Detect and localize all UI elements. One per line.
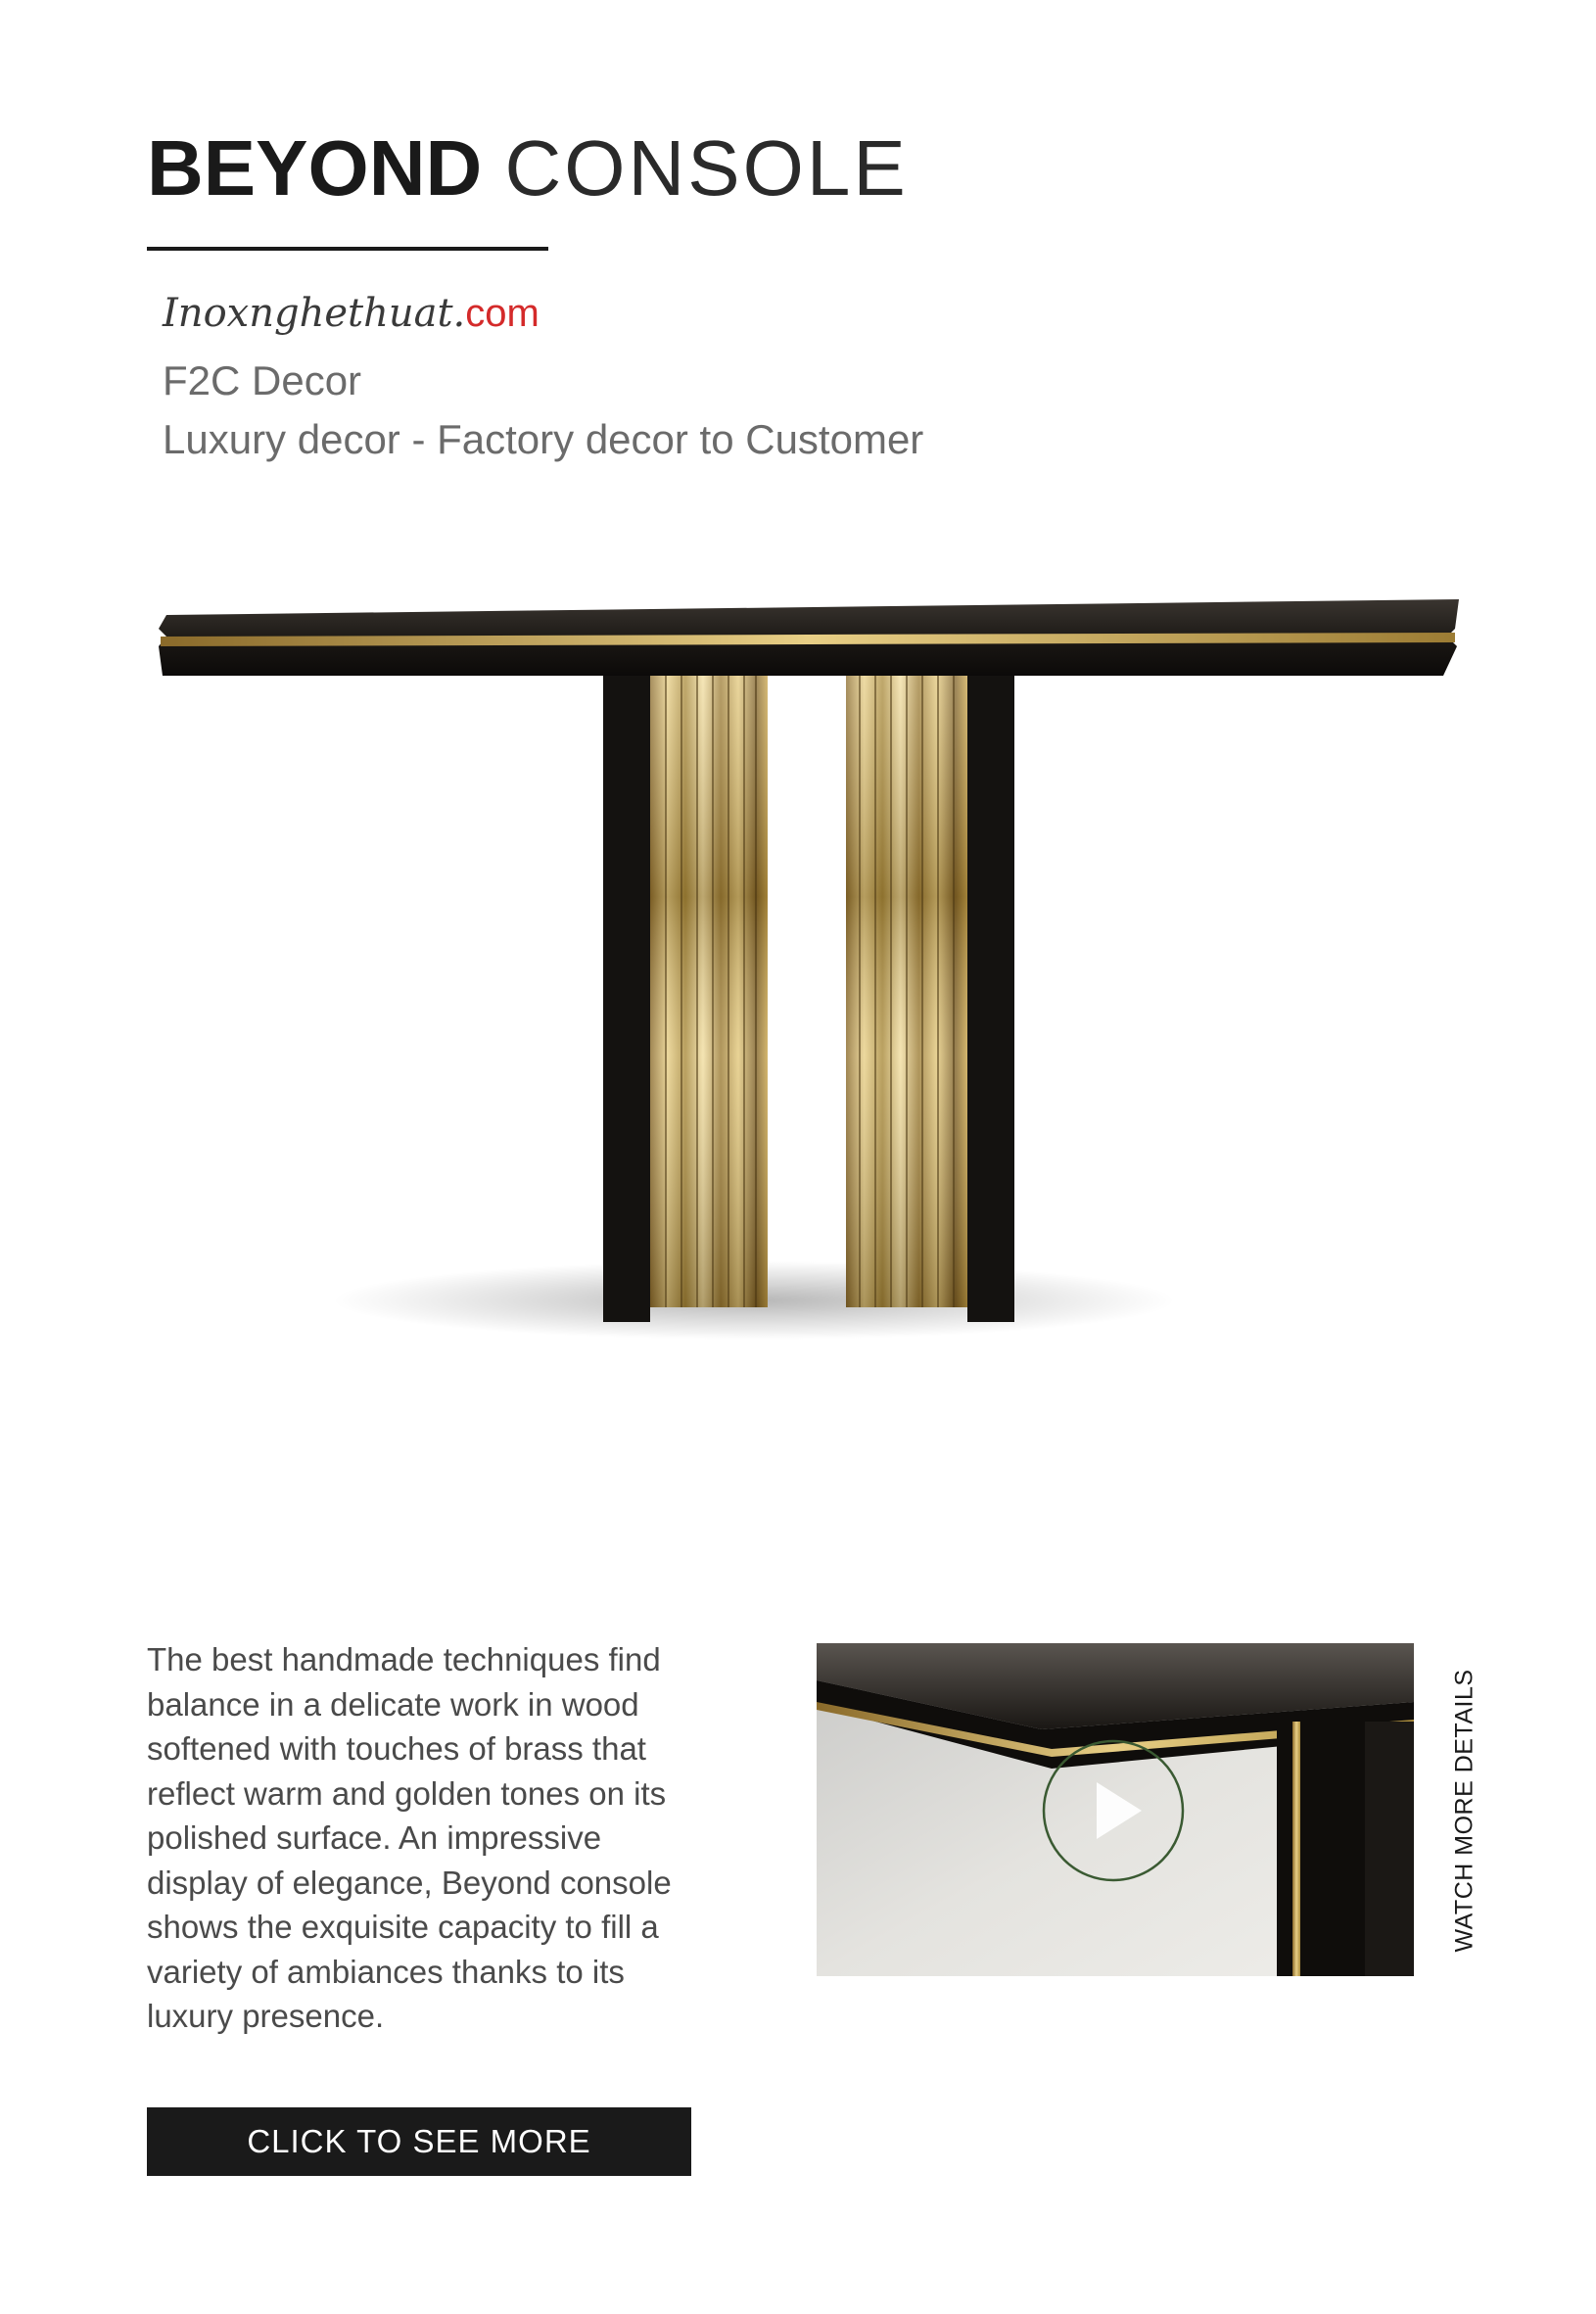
watch-more-details-link[interactable] (1445, 1669, 1484, 1953)
see-more-button[interactable]: CLICK TO SEE MORE (147, 2107, 691, 2176)
company-name: F2C Decor (163, 357, 362, 403)
page-title (147, 124, 909, 212)
title-bold: BEYOND (147, 124, 483, 212)
brand-watermark (163, 291, 540, 336)
title-light: CONSOLE (504, 124, 909, 212)
product-image (147, 578, 1479, 1381)
video-thumbnail[interactable] (817, 1643, 1414, 1976)
brand-script-text: Inoxnghethuat. (163, 291, 466, 336)
product-description: The best handmade techniques find balance in a delicate work in wood softened with touches of brass that reflect warm and golden tones on its polished surface. An impressive display of elegance, Beyond console shows the exquisite capacity to fill a variety of ambiances thanks to its luxury presence. (147, 1641, 672, 2034)
play-icon[interactable] (1040, 1737, 1187, 1884)
title-underline (147, 247, 548, 251)
brand-domain-suffix: com (465, 292, 540, 335)
company-tagline: Luxury decor - Factory decor to Customer (163, 416, 924, 462)
watch-more-details-label: WATCH MORE DETAILS (1450, 1669, 1479, 1953)
